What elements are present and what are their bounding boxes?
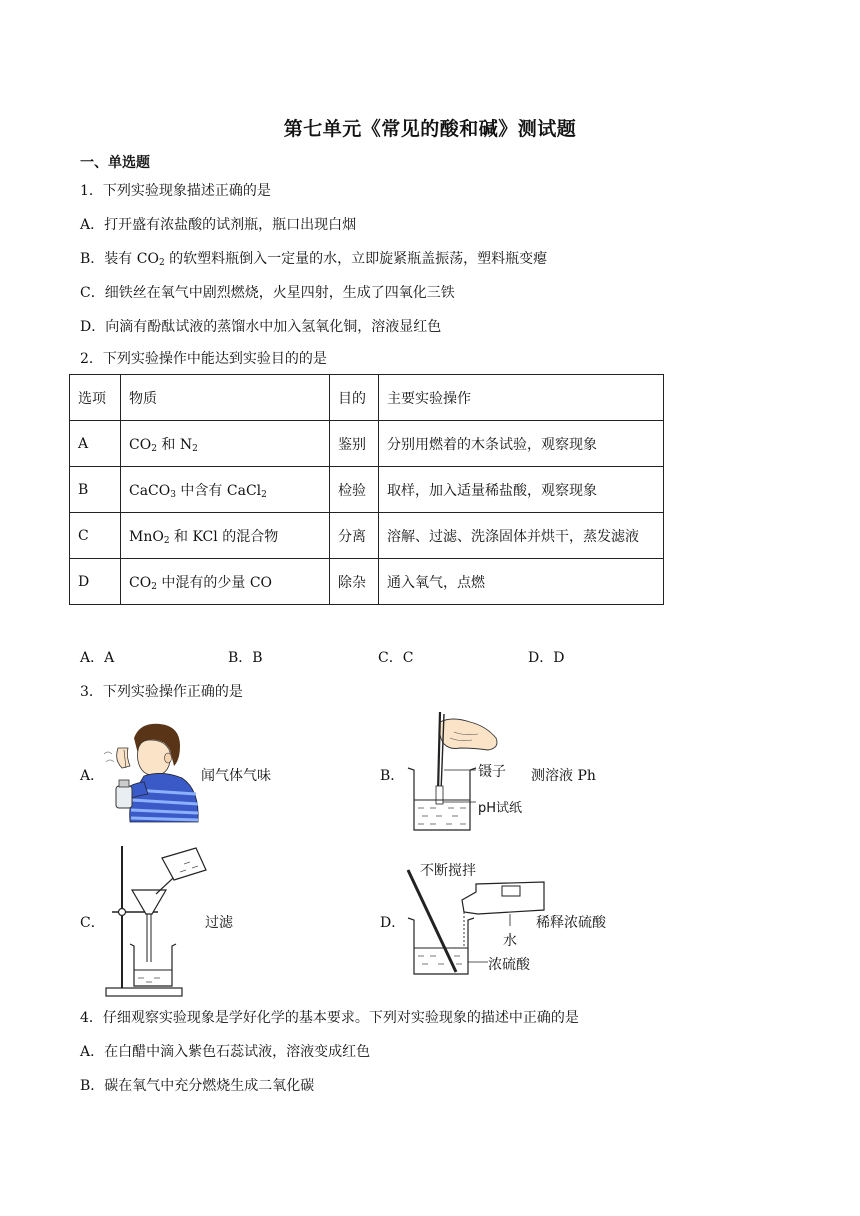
q4-option-a: A．在白醋中滴入紫色石蕊试液，溶液变成红色 [80,1044,371,1060]
q2-stem: 2．下列实验操作中能达到实验目的的是 [80,351,327,367]
header-cell: 目的 [330,375,379,421]
table-row [70,421,664,467]
table-row [70,513,664,559]
header-cell: 选项 [70,375,121,421]
purpose-cell: 检验 [330,467,379,513]
q1-option-c: C．细铁丝在氧气中剧烈燃烧，火星四射，生成了四氧化三铁 [80,285,455,301]
smelling-gas-illustration [104,720,204,824]
operation-cell: 溶解、过滤、洗涤固体并烘干，蒸发滤液 [379,513,664,559]
q2-table [69,374,664,605]
q3-d-letter: D． [380,915,406,931]
purpose-cell: 除杂 [330,559,379,605]
table-header-row [70,375,664,421]
option-cell: D [70,559,121,605]
substance-cell: CaCO$_3$ 中含有 CaCl$_2$ [121,467,330,513]
q3-b-letter: B． [380,768,405,784]
q3-stem: 3．下列实验操作正确的是 [80,684,243,700]
q1-option-b: B．装有 $CO_2$ 的软塑料瓶倒入一定量的水，立即旋紧瓶盖振荡，塑料瓶变瘪 [80,251,548,268]
q4-stem: 4．仔细观察实验现象是学好化学的基本要求。下列对实验现象的描述中正确的是 [80,1010,579,1026]
q3-c-letter: C． [80,915,105,931]
acid-label: 浓硫酸 [488,957,530,973]
tweezers-label: 镊子 [478,764,506,780]
substance-cell: $CO_2$ 和 $N_2$ [121,421,330,467]
table-row [70,559,664,605]
q4-option-b: B．碳在氧气中充分燃烧生成二氧化碳 [80,1078,315,1094]
answer-c: C．C [378,650,414,666]
ph-test-illustration [400,708,540,836]
filtration-illustration [100,844,208,1000]
ph-paper-label: pH试纸 [478,801,523,816]
q3-c-caption: 过滤 [205,915,233,931]
answer-b: B．B [228,650,263,666]
q3-b-caption: 测溶液 Ph [531,768,596,784]
page-title: 第七单元《常见的酸和碱》测试题 [283,118,577,140]
purpose-cell: 分离 [330,513,379,559]
operation-cell: 分别用燃着的木条试验，观察现象 [379,421,664,467]
q3-a-letter: A． [80,768,105,784]
table-row [70,467,664,513]
q1-option-d: D．向滴有酚酞试液的蒸馏水中加入氢氧化铜，溶液显红色 [80,319,442,335]
q1-option-a: A．打开盛有浓盐酸的试剂瓶，瓶口出现白烟 [80,217,357,233]
substance-cell: MnO$_2$ 和 KCl 的混合物 [121,513,330,559]
header-cell: 主要实验操作 [379,375,664,421]
header-cell: 物质 [121,375,330,421]
operation-cell: 通入氧气，点燃 [379,559,664,605]
answer-d: D．D [528,650,565,666]
option-cell: B [70,467,121,513]
purpose-cell: 鉴别 [330,421,379,467]
answer-a: A．A [80,650,115,666]
option-cell: C [70,513,121,559]
q3-a-caption: 闻气体气味 [201,768,271,784]
substance-cell: $CO_2$ 中混有的少量 CO [121,559,330,605]
operation-cell: 取样，加入适量稀盐酸，观察现象 [379,467,664,513]
q1-stem: 1．下列实验现象描述正确的是 [80,183,271,199]
section-heading: 一、单选题 [80,155,150,171]
water-label: 水 [503,933,517,949]
q3-d-caption: 稀释浓硫酸 [536,915,606,931]
stir-label: 不断搅拌 [420,863,476,879]
option-cell: A [70,421,121,467]
